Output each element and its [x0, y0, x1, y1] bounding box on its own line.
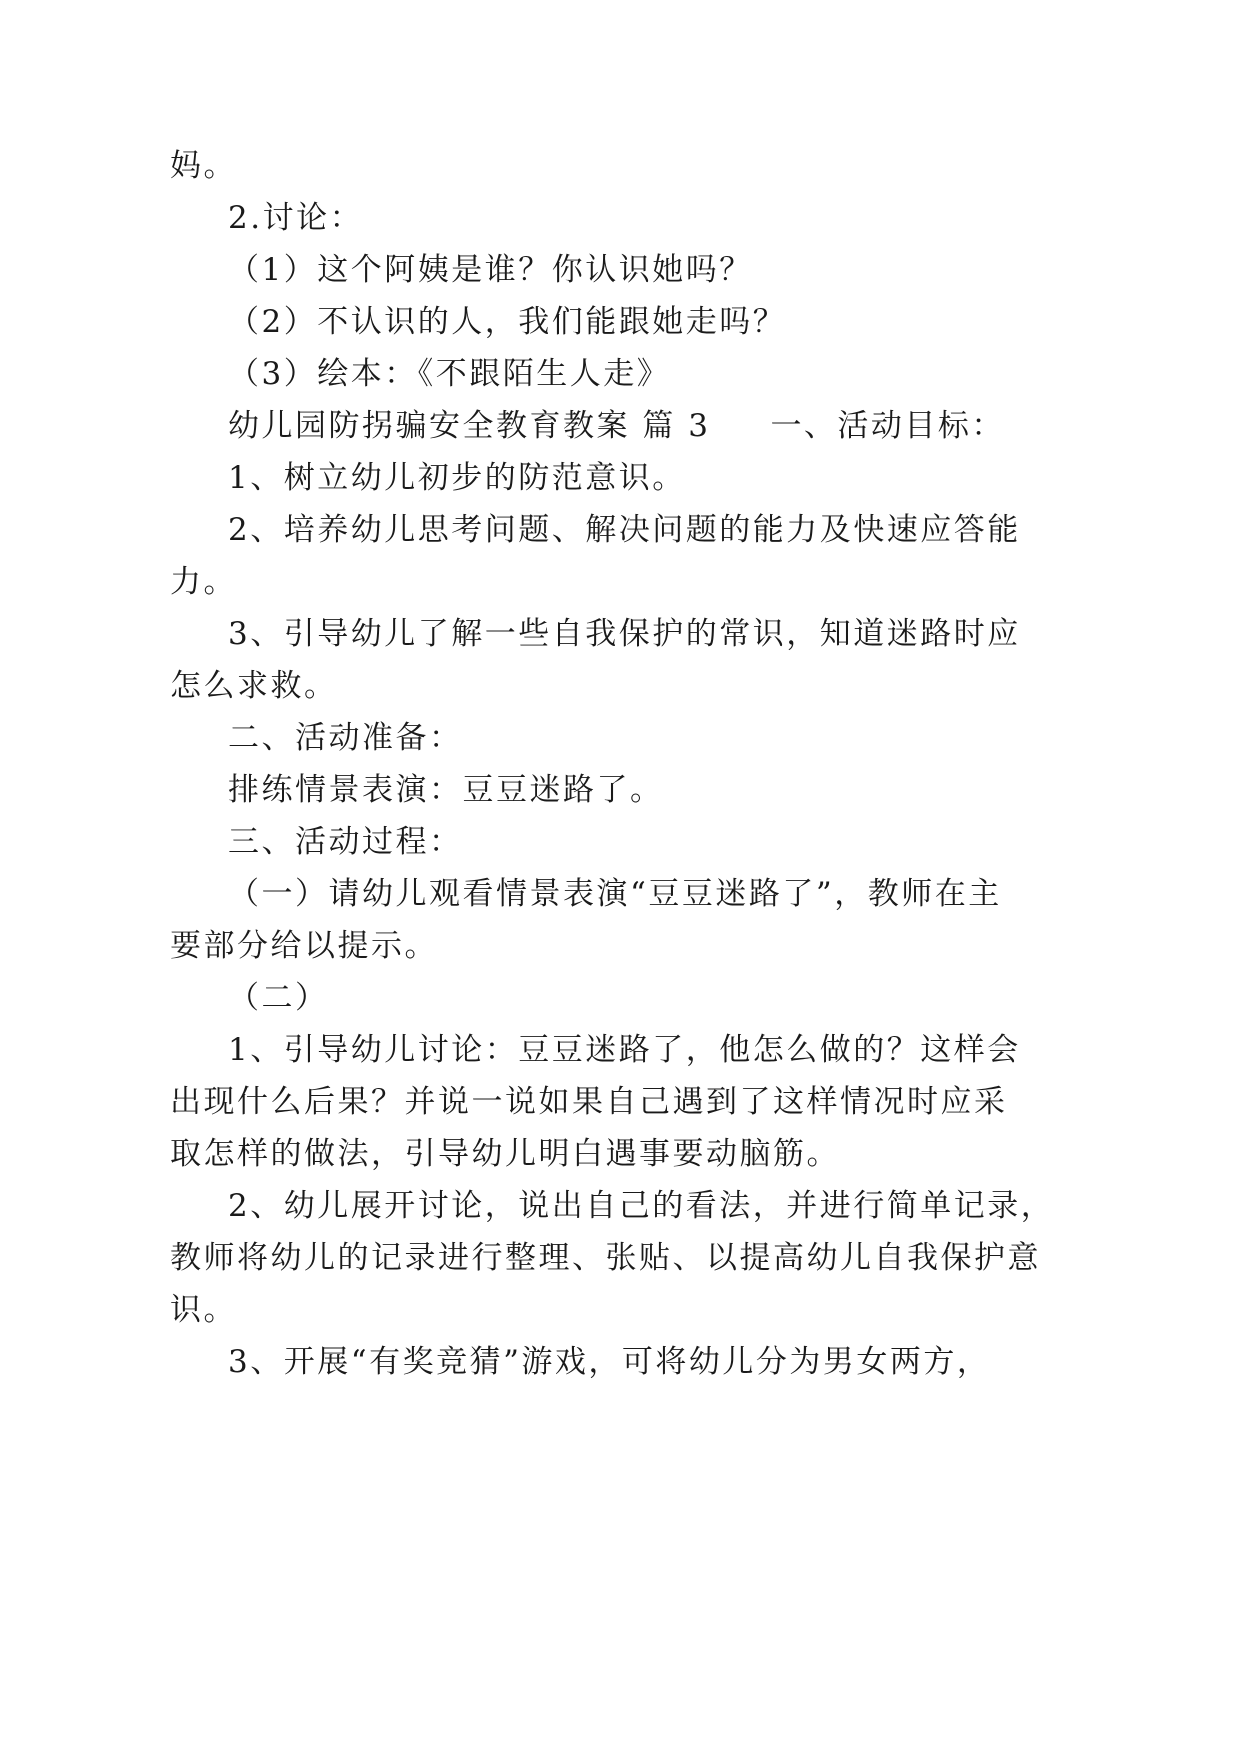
- text-line: 妈。: [170, 148, 237, 184]
- heading-line: [228, 406, 1005, 446]
- text-line: 1、树立幼儿初步的防范意识。: [228, 460, 686, 496]
- text-line: 取怎样的做法，引导幼儿明白遇事要动脑筋。: [170, 1136, 840, 1172]
- text-line: 出现什么后果？并说一说如果自己遇到了这样情况时应采: [170, 1084, 1008, 1120]
- text-line: 力。: [170, 564, 237, 600]
- text-line: 2.讨论：: [228, 200, 364, 236]
- text-line: （3）绘本：《不跟陌生人走》: [228, 356, 671, 392]
- text-line: 教师将幼儿的记录进行整理、张贴、以提高幼儿自我保护意: [170, 1240, 1041, 1276]
- section-title: 幼儿园防拐骗安全教育教案 篇 3: [228, 408, 711, 444]
- text-line: 要部分给以提示。: [170, 928, 438, 964]
- text-line: 3、开展“有奖竞猜”游戏，可将幼儿分为男女两方，: [228, 1344, 991, 1380]
- text-line: （二）: [228, 980, 329, 1016]
- text-line: 3、引导幼儿了解一些自我保护的常识，知道迷路时应: [228, 616, 1021, 652]
- text-line: 识。: [170, 1292, 237, 1328]
- text-line: 二、活动准备：: [228, 720, 463, 756]
- text-line: （一）请幼儿观看情景表演“豆豆迷路了”，教师在主: [228, 876, 1002, 912]
- text-line: 1、引导幼儿讨论：豆豆迷路了，他怎么做的？这样会: [228, 1032, 1021, 1068]
- text-line: （1）这个阿姨是谁？你认识她吗？: [228, 252, 753, 288]
- text-line: （2）不认识的人，我们能跟她走吗？: [228, 304, 787, 340]
- text-line: 怎么求救。: [170, 668, 338, 704]
- section-subtitle: 一、活动目标：: [770, 408, 1005, 444]
- text-line: 三、活动过程：: [228, 824, 463, 860]
- text-line: 排练情景表演：豆豆迷路了。: [228, 772, 664, 808]
- text-line: 2、培养幼儿思考问题、解决问题的能力及快速应答能: [228, 512, 1021, 548]
- text-line: 2、幼儿展开讨论，说出自己的看法，并进行简单记录，: [228, 1188, 1055, 1224]
